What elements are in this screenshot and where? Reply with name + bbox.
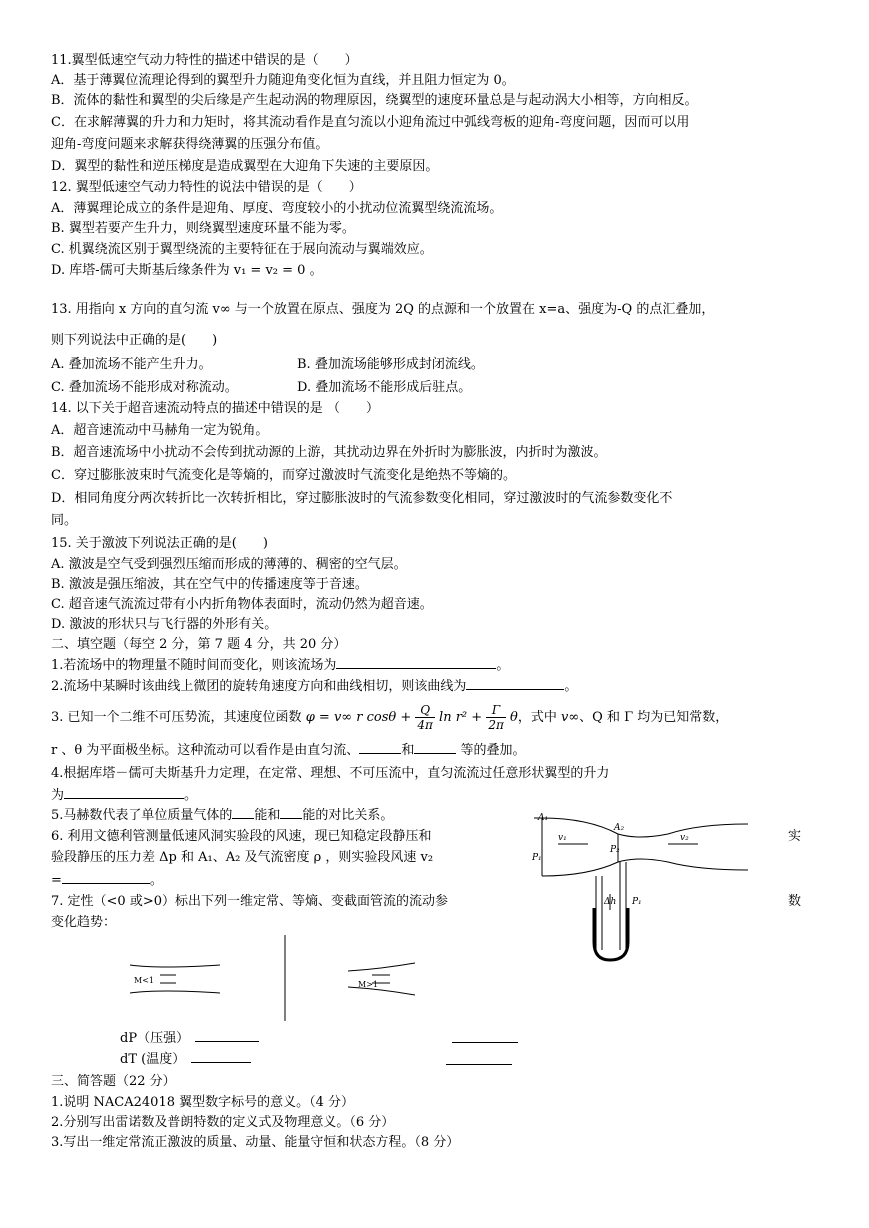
fill-6-line1-end: 实 [788,829,802,844]
fill-3-text-e: 和 [401,743,415,758]
fill-4-text-b: 为 [51,788,65,803]
formula-gamma: Γ [486,703,506,718]
fill-3-text-b: ，式中 [517,710,557,725]
fill-4-blank[interactable] [64,786,184,799]
fill-6-line3: = 。 [51,873,163,888]
dt-blank-supersonic[interactable] [446,1052,512,1065]
fig-label-a2: A₂ [614,823,625,833]
fig-label-dh: Δh [604,897,617,907]
fill-5-text-c: 能的对比关系。 [302,808,394,823]
fill-3-text-f: 等的叠加。 [460,743,526,758]
q15-option-d: D. 激波的形状只与飞行器的外形有关。 [51,617,278,632]
fig-label-p1: P₁ [532,853,542,863]
fill-5 [51,806,393,825]
q11-option-d: D．翼型的黏性和逆压梯度是造成翼型在大迎角下失速的主要原因。 [51,159,439,174]
q13-option-c: C. 叠加流场不能形成对称流动。 [51,380,238,395]
fill-1-text: 1.若流场中的物理量不随时间而变化，则该流场为 [51,658,337,673]
formula-2pi: 2π [488,718,504,732]
section-3-title: 三、简答题（22 分） [51,1074,176,1089]
fill-7-line2: 变化趋势： [51,915,117,930]
q12-option-d: D. 库塔-儒可夫斯基后缘条件为 v₁ = v₂ = 0 。 [51,263,323,278]
fill-5-blank-2[interactable] [280,806,302,819]
fill-3-text-d: r 、θ 为平面极坐标。这种流动可以看作是由直匀流、 [51,743,360,758]
section-2-title: 二、填空题（每空 2 分，第 7 题 4 分，共 20 分） [51,637,347,652]
venturi-figure [528,810,758,966]
q13-option-d: D. 叠加流场不能形成后驻点。 [297,380,472,395]
q13-stem-line2: 则下列说法中正确的是( ) [51,333,218,348]
q12-option-c: C. 机翼绕流区别于翼型绕流的主要特征在于展向流动与翼端效应。 [51,242,433,257]
fill-3-blank-1[interactable] [359,741,401,754]
fill-5-blank-1[interactable] [232,806,254,819]
formula-theta: θ [509,710,518,725]
dt-label: dT (温度） [120,1052,186,1067]
fig-label-p3: P₁ [632,897,642,907]
fill-6-blank[interactable] [62,871,150,884]
fig-label-a1: A₁ [538,813,549,823]
q13-option-a: A. 叠加流场不能产生升力。 [51,357,212,372]
q13-stem-line1: 13. 用指向 x 方向的直匀流 v∞ 与一个放置在原点、强度为 2Q 的点源和一个放置在 x=a、强度为-Q 的点汇叠加， [51,302,715,317]
formula-4pi: 4π [417,718,433,732]
fill-5-text-a: 5.马赫数代表了单位质量气体的 [51,808,233,823]
dp-blank-subsonic[interactable] [195,1029,259,1042]
q14-option-b: B．超音速流场中小扰动不会传到扰动源的上游，其扰动边界在外折时为膨胀波，内折时为激波。 [51,445,607,460]
fill-6-line1: 6. 利用文德利管测量低速风洞实验段的风速，现已知稳定段静压和 [51,829,432,844]
fill-4-line1: 4.根据库塔－儒可夫斯基升力定理，在定常、理想、不可压流中，直匀流流过任意形状翼型的升力 [51,766,610,781]
fill-6-text-c: = [51,873,62,888]
dp-label: dP（压强） [120,1031,190,1046]
fill-3-text-c: 、Q 和 Γ 均为已知常数， [579,710,729,725]
q14-option-a: A．超音速流动中马赫角一定为锐角。 [51,423,269,438]
q11-stem: 11.翼型低速空气动力特性的描述中错误的是（ ） [51,53,358,68]
q11-option-c-line1: C．在求解薄翼的升力和力矩时，将其流动看作是直匀流以小迎角流过中弧线弯板的迎角-弯度问题，因而可以用 [51,115,690,130]
fig-label-p2: P₂ [610,845,620,855]
formula-phi: φ = v∞ r cosθ + [305,710,412,725]
nozzle-figures [120,935,540,1023]
q14-option-c: C．穿过膨胀波束时气流变化是等熵的，而穿过激波时气流变化是绝热不等熵的。 [51,468,516,483]
dt-row [120,1050,251,1069]
short-answer-1: 1.说明 NACA24018 翼型数字标号的意义。（4 分） [51,1095,355,1110]
fill-5-text-b: 能和 [254,808,281,823]
q11-option-a: A．基于薄翼位流理论得到的翼型升力随迎角变化恒为直线，并且阻力恒定为 0。 [51,73,515,88]
fill-3-blank-2[interactable] [414,741,456,754]
fill-6-line2: 验段静压的压力差 Δp 和 A₁、A₂ 及气流密度 ρ ，则实验段风速 v₂ [51,850,434,865]
nozzle-label-supersonic: M>1 [358,980,378,989]
fill-2: 2.流场中某瞬时该曲线上微团的旋转角速度方向和曲线相切，则该曲线为 。 [51,679,578,694]
formula-frac-gamma [486,703,506,732]
q11-option-b: B．流体的黏性和翼型的尖后缘是产生起动涡的物理原因，绕翼型的速度环量总是与起动涡大小相等，方向相反。 [51,93,698,108]
q12-stem: 12. 翼型低速空气动力特性的说法中错误的是（ ） [51,180,362,195]
fig-label-v1: v₁ [558,833,567,843]
formula-frac-q [415,703,435,732]
short-answer-3: 3.写出一维定常流正激波的质量、动量、能量守恒和状态方程。（8 分） [51,1135,460,1150]
fill-1: 1.若流场中的物理量不随时间而变化，则该流场为 。 [51,658,510,673]
q13-option-b: B. 叠加流场能够形成封闭流线。 [297,357,484,372]
q12-option-a: A．薄翼理论成立的条件是迎角、厚度、弯度较小的小扰动位流翼型绕流流场。 [51,201,503,216]
fig-label-v2: v₂ [680,833,689,843]
fill-2-text: 2.流场中某瞬时该曲线上微团的旋转角速度方向和曲线相切，则该曲线为 [51,679,467,694]
formula-vinf: v∞ [560,710,580,725]
fill-4-line2: 为 。 [51,788,198,803]
fill-3 [51,703,728,732]
dt-blank-subsonic[interactable] [191,1050,251,1063]
q12-option-b: B. 翼型若要产生升力，则绕翼型速度环量不能为零。 [51,221,355,236]
fill-7-line1: 7. 定性（<0 或>0）标出下列一维定常、等熵、变截面管流的流动参 [51,894,448,909]
fill-1-blank[interactable] [336,656,496,669]
q11-option-c-line2: 迎角-弯度问题来求解获得绕薄翼的压强分布值。 [51,137,329,152]
q14-stem: 14. 以下关于超音速流动特点的描述中错误的是 （ ） [51,401,379,416]
q14-option-d-line2: 同。 [51,513,78,528]
q15-option-c: C. 超音速气流流过带有小内折角物体表面时，流动仍然为超音速。 [51,597,433,612]
short-answer-2: 2.分别写出雷诺数及普朗特数的定义式及物理意义。（6 分） [51,1115,395,1130]
formula-ln: ln r² + [439,710,483,725]
q15-stem: 15. 关于激波下列说法正确的是( ) [51,536,268,551]
fill-3-line2 [51,741,525,760]
dp-blank-supersonic[interactable] [452,1030,518,1043]
q15-option-a: A. 激波是空气受到强烈压缩而形成的薄薄的、稠密的空气层。 [51,557,407,572]
formula-q: Q [415,703,435,718]
q15-option-b: B. 激波是强压缩波，其在空气中的传播速度等于音速。 [51,577,368,592]
fill-2-blank[interactable] [466,677,564,690]
fill-3-text-a: 3. 已知一个二维不可压势流，其速度位函数 [51,710,302,725]
q14-option-d-line1: D．相同角度分两次转折比一次转折相比，穿过膨胀波时的气流参数变化相同，穿过激波时的气流参数变化不 [51,491,673,506]
fill-7-line1-end: 数 [788,894,802,909]
dp-row [120,1029,259,1048]
nozzle-label-subsonic: M<1 [134,976,154,985]
